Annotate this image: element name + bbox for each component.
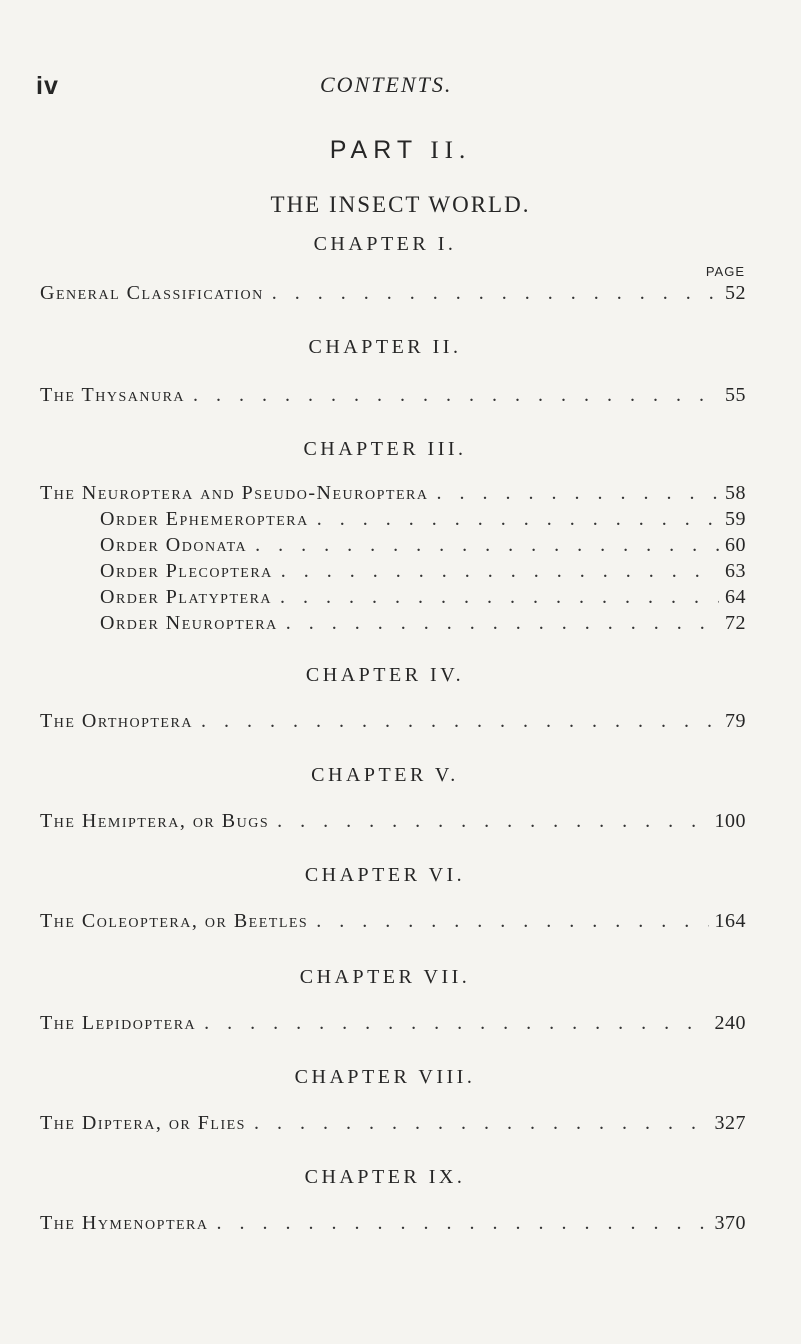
entry-label: The Orthoptera bbox=[40, 710, 193, 732]
entry-label: Order Plecoptera bbox=[100, 560, 273, 582]
toc-entry[interactable] bbox=[40, 710, 746, 736]
dot-leader bbox=[196, 1012, 708, 1035]
entry-label: The Lepidoptera bbox=[40, 1012, 197, 1034]
part-number: II. bbox=[430, 137, 472, 164]
entry-page: 55 bbox=[725, 384, 746, 406]
page-header bbox=[36, 72, 801, 102]
dot-leader bbox=[247, 534, 719, 557]
entry-page: 60 bbox=[725, 534, 746, 556]
dot-leader bbox=[278, 612, 719, 635]
toc-entry[interactable] bbox=[100, 560, 746, 586]
dot-leader bbox=[246, 1112, 709, 1135]
toc-entry[interactable] bbox=[100, 508, 746, 534]
toc-entry[interactable] bbox=[100, 612, 746, 638]
entry-page: 72 bbox=[725, 612, 746, 634]
chapter-heading: CHAPTER IV. bbox=[305, 664, 465, 686]
entry-label: Order Ephemeroptera bbox=[100, 508, 309, 530]
dot-leader bbox=[209, 1212, 709, 1235]
entry-label: Order Platyptera bbox=[100, 586, 273, 608]
entry-label: The Thysanura bbox=[40, 384, 186, 406]
chapter-heading: CHAPTER I. bbox=[313, 233, 457, 255]
entry-page: 58 bbox=[725, 482, 746, 504]
chapter-heading: CHAPTER VIII. bbox=[294, 1066, 476, 1088]
dot-leader bbox=[273, 560, 719, 583]
section-title: THE INSECT WORLD. bbox=[270, 192, 531, 217]
toc-entry[interactable] bbox=[40, 910, 746, 936]
dot-leader bbox=[185, 384, 719, 407]
page-column-label: PAGE bbox=[705, 264, 745, 279]
toc-entry[interactable] bbox=[40, 1212, 746, 1238]
chapter-heading: CHAPTER II. bbox=[308, 336, 462, 358]
entry-label: The Diptera, or Flies bbox=[40, 1112, 246, 1134]
entry-page: 52 bbox=[725, 282, 746, 304]
entry-label: The Hemiptera, or Bugs bbox=[40, 810, 270, 832]
toc-entry[interactable] bbox=[40, 482, 746, 508]
entry-label: Order Odonata bbox=[100, 534, 248, 556]
toc-entry[interactable] bbox=[40, 810, 746, 836]
entry-page: 59 bbox=[725, 508, 746, 530]
chapter-heading: CHAPTER VII. bbox=[299, 966, 471, 988]
entry-label: The Coleoptera, or Beetles bbox=[40, 910, 309, 932]
entry-page: 327 bbox=[714, 1112, 746, 1134]
toc-entry[interactable] bbox=[100, 586, 746, 612]
page-number: iv bbox=[36, 72, 59, 100]
part-word: PART bbox=[329, 136, 419, 164]
entry-label: The Neuroptera and Pseudo-Neuroptera bbox=[40, 482, 429, 504]
entry-page: 100 bbox=[714, 810, 746, 832]
entry-label: General Classification bbox=[40, 282, 264, 304]
chapter-heading: CHAPTER VI. bbox=[304, 864, 466, 886]
dot-leader bbox=[264, 282, 719, 305]
chapter-heading: CHAPTER IX. bbox=[304, 1166, 466, 1188]
dot-leader bbox=[269, 810, 708, 833]
entry-label: Order Neuroptera bbox=[100, 612, 278, 634]
entry-page: 79 bbox=[725, 710, 746, 732]
dot-leader bbox=[309, 508, 719, 531]
entry-label: The Hymenoptera bbox=[40, 1212, 209, 1234]
toc-entry[interactable] bbox=[40, 282, 746, 308]
entry-page: 63 bbox=[725, 560, 746, 582]
toc-entry[interactable] bbox=[100, 534, 746, 560]
dot-leader bbox=[428, 482, 719, 505]
chapter-heading: CHAPTER V. bbox=[311, 764, 459, 786]
running-title: CONTENTS. bbox=[320, 72, 453, 97]
dot-leader bbox=[272, 586, 719, 609]
toc-entry[interactable] bbox=[40, 384, 746, 410]
entry-page: 164 bbox=[714, 910, 746, 932]
toc-entry[interactable] bbox=[40, 1012, 746, 1038]
dot-leader bbox=[308, 910, 708, 933]
toc-entry[interactable] bbox=[40, 1112, 746, 1138]
dot-leader bbox=[193, 710, 719, 733]
part-heading bbox=[0, 136, 801, 165]
entry-page: 370 bbox=[714, 1212, 746, 1234]
entry-page: 240 bbox=[714, 1012, 746, 1034]
chapter-heading: CHAPTER III. bbox=[303, 438, 467, 460]
entry-page: 64 bbox=[725, 586, 746, 608]
